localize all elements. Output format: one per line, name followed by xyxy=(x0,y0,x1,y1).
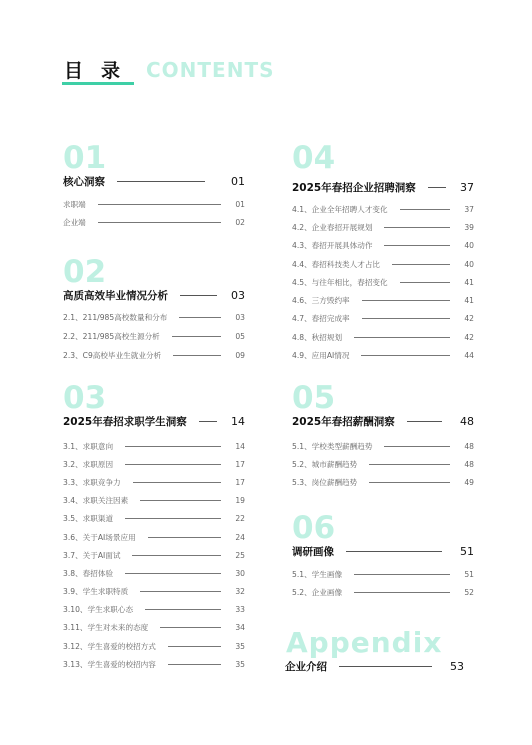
toc-item[interactable]: 4.8、秋招规划 xyxy=(292,332,343,342)
toc-item[interactable]: 4.9、应用AI情况 xyxy=(292,351,350,361)
section-title[interactable]: 2025年春招薪酬洞察 xyxy=(292,415,395,428)
toc-item[interactable]: 4.4、春招科技类人才占比 xyxy=(292,259,381,269)
toc-item[interactable]: 3.11、学生对未来的态度 xyxy=(63,623,149,633)
toc-item-page: 48 xyxy=(464,441,474,451)
section-page: 37 xyxy=(460,180,474,194)
contents-title-en: CONTENTS xyxy=(146,58,275,82)
toc-item-page: 41 xyxy=(464,277,474,287)
toc-item-page: 35 xyxy=(235,659,245,669)
toc-item[interactable]: 3.7、关于AI面试 xyxy=(63,550,121,560)
appendix-title[interactable]: 企业介绍 xyxy=(285,660,327,673)
toc-item[interactable]: 3.1、求职意向 xyxy=(63,441,114,451)
section-title[interactable]: 调研画像 xyxy=(292,545,334,558)
toc-item-page: 09 xyxy=(235,351,245,360)
toc-item[interactable]: 3.4、求职关注因素 xyxy=(63,496,129,506)
toc-item-page: 05 xyxy=(235,332,245,341)
section-05 xyxy=(292,380,474,492)
toc-item[interactable]: 4.2、企业春招开展规划 xyxy=(292,222,373,232)
toc-item[interactable]: 5.2、企业画像 xyxy=(292,588,343,598)
section-page: 01 xyxy=(231,174,245,188)
toc-item[interactable]: 4.7、春招完成率 xyxy=(292,314,350,324)
section-01 xyxy=(63,140,245,231)
toc-item-page: 51 xyxy=(464,569,474,579)
toc-item-page: 42 xyxy=(464,332,474,342)
toc-item[interactable]: 3.10、学生求职心态 xyxy=(63,605,134,615)
toc-item-page: 25 xyxy=(235,550,245,560)
section-title[interactable]: 高质高效毕业情况分析 xyxy=(63,289,168,302)
section-title[interactable]: 2025年春招求职学生洞察 xyxy=(63,415,187,428)
toc-item-page: 34 xyxy=(235,623,245,633)
toc-item-page: 49 xyxy=(464,478,474,488)
toc-item[interactable]: 5.1、学生画像 xyxy=(292,569,343,579)
toc-item[interactable]: 3.12、学生喜爱的校招方式 xyxy=(63,641,156,651)
toc-item-page: 32 xyxy=(235,587,245,597)
toc-item[interactable]: 3.13、学生喜爱的校招内容 xyxy=(63,659,156,669)
toc-item-page: 14 xyxy=(235,441,245,451)
section-page: 48 xyxy=(460,414,474,428)
section-number: 04 xyxy=(292,140,336,176)
toc-item-page: 02 xyxy=(235,217,245,227)
toc-item[interactable]: 2.3、C9高校毕业生就业分析 xyxy=(63,351,162,360)
toc-item-page: 17 xyxy=(235,477,245,487)
toc-item-page: 40 xyxy=(464,259,474,269)
toc-item-page: 37 xyxy=(464,204,474,214)
toc-item-page: 52 xyxy=(464,588,474,598)
toc-item[interactable]: 5.3、岗位薪酬趋势 xyxy=(292,478,358,488)
toc-item-page: 19 xyxy=(235,496,245,506)
section-title[interactable]: 核心洞察 xyxy=(63,175,105,188)
section-title[interactable]: 2025年春招企业招聘洞察 xyxy=(292,181,416,194)
section-02 xyxy=(63,254,245,365)
toc-item[interactable]: 4.6、三方毁约率 xyxy=(292,296,350,306)
section-06 xyxy=(292,510,474,602)
toc-item[interactable]: 4.3、春招开展具体动作 xyxy=(292,241,373,251)
toc-item[interactable]: 3.9、学生求职特质 xyxy=(63,587,129,597)
toc-item-page: 24 xyxy=(235,532,245,542)
toc-item-page: 44 xyxy=(464,351,474,361)
section-number: 01 xyxy=(63,140,107,176)
toc-item-page: 17 xyxy=(235,459,245,469)
toc-item-page: 40 xyxy=(464,241,474,251)
toc-item[interactable]: 3.2、求职原因 xyxy=(63,459,114,469)
toc-item[interactable]: 5.2、城市薪酬趋势 xyxy=(292,459,358,469)
section-number: 05 xyxy=(292,380,336,416)
contents-title: 目录 xyxy=(64,60,139,82)
section-page: 03 xyxy=(231,288,245,302)
section-03 xyxy=(63,380,245,673)
toc-item[interactable]: 4.5、与往年相比，春招变化 xyxy=(292,277,388,287)
section-page: 14 xyxy=(231,414,245,428)
section-04 xyxy=(292,140,474,365)
toc-item[interactable]: 2.1、211/985高校数量和分布 xyxy=(63,313,168,322)
toc-item[interactable]: 3.3、求职竞争力 xyxy=(63,477,121,487)
toc-item[interactable]: 5.1、学校类型薪酬趋势 xyxy=(292,441,373,451)
toc-item[interactable]: 3.6、关于AI场景应用 xyxy=(63,532,136,542)
toc-item-page: 39 xyxy=(464,222,474,232)
toc-item[interactable]: 企业端 xyxy=(63,217,86,227)
toc-item[interactable]: 3.8、春招体验 xyxy=(63,568,114,578)
section-page: 51 xyxy=(460,544,474,558)
toc-item[interactable]: 2.2、211/985高校生源分析 xyxy=(63,332,160,341)
toc-item[interactable]: 4.1、企业全年招聘人才变化 xyxy=(292,204,388,214)
toc-item-page: 41 xyxy=(464,296,474,306)
toc-item[interactable]: 3.5、求职渠道 xyxy=(63,514,114,524)
toc-item-page: 48 xyxy=(464,459,474,469)
section-number: 06 xyxy=(292,510,336,546)
appendix-entry[interactable] xyxy=(285,658,464,674)
appendix-page: 53 xyxy=(450,659,464,673)
toc-item-page: 22 xyxy=(235,514,245,524)
title-underline xyxy=(62,82,134,85)
toc-item-page: 30 xyxy=(235,568,245,578)
section-number: 03 xyxy=(63,380,107,416)
toc-item-page: 03 xyxy=(235,313,245,322)
toc-item-page: 01 xyxy=(235,199,245,209)
toc-item-page: 35 xyxy=(235,641,245,651)
toc-item-page: 42 xyxy=(464,314,474,324)
section-number: 02 xyxy=(63,254,107,290)
toc-item[interactable]: 求职端 xyxy=(63,199,86,209)
toc-item-page: 33 xyxy=(235,605,245,615)
appendix-heading: Appendix xyxy=(286,626,443,659)
